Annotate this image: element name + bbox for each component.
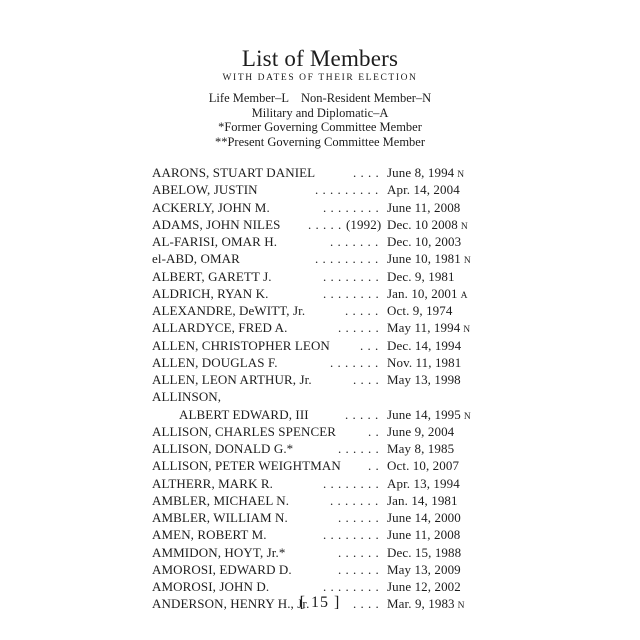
member-entry xyxy=(152,285,482,302)
leader-dots: . . . . xyxy=(353,596,380,612)
election-date-text: Dec. 14, 1994 xyxy=(387,337,462,353)
member-entry xyxy=(152,388,482,405)
election-date-text: May 13, 1998 xyxy=(387,372,461,387)
leader-dots: . . xyxy=(368,458,380,474)
leader-dots: . . . . . . . . xyxy=(323,579,380,594)
member-entry xyxy=(152,164,482,181)
election-date-text: Apr. 13, 1994 xyxy=(387,475,460,491)
leader-dots: . . . . . . . . xyxy=(323,199,380,215)
member-entry xyxy=(152,371,482,388)
leader-dots: . . . . . . . . xyxy=(323,527,380,543)
election-date-text: Nov. 11, 1981 xyxy=(387,354,462,370)
member-name: ALBERT, GARETT J. xyxy=(152,268,272,284)
election-date-text: Dec. 9, 1981 xyxy=(387,268,455,284)
membership-code: N xyxy=(460,221,469,232)
election-date xyxy=(387,302,452,319)
election-date xyxy=(387,268,455,285)
leader-dots: . . . . . . . xyxy=(330,354,379,370)
member-name: el-ABD, OMAR xyxy=(152,251,240,267)
election-date xyxy=(387,440,454,457)
member-name: AARONS, STUART DANIEL xyxy=(152,165,316,180)
membership-legend xyxy=(0,91,640,149)
member-entry xyxy=(152,268,482,285)
election-date-text: Oct. 10, 2007 xyxy=(387,458,460,474)
election-date-text: June 11, 2008 xyxy=(387,199,461,215)
leader-dots: . . . . . xyxy=(345,303,379,318)
member-note: (1992) xyxy=(346,216,382,232)
leader-dots: . . . . . . . . xyxy=(323,475,380,491)
election-date-text: Jan. 10, 2001 xyxy=(387,285,458,301)
member-name: ALLEN, CHRISTOPHER LEON xyxy=(152,337,330,353)
leader-dots: . . . . . . . . . xyxy=(315,251,379,267)
member-list xyxy=(152,164,482,613)
election-date-text: June 11, 2008 xyxy=(387,527,461,543)
election-date-text: June 14, 2000 xyxy=(387,510,461,525)
election-date-text: June 12, 2002 xyxy=(387,579,461,594)
member-name: AMEN, ROBERT M. xyxy=(152,527,267,543)
election-date xyxy=(387,457,459,474)
member-name: ALLISON, PETER WEIGHTMAN xyxy=(152,458,341,474)
member-entry xyxy=(152,181,482,198)
member-entry xyxy=(152,544,482,561)
member-name: AL-FARISI, OMAR H. xyxy=(152,234,278,249)
election-date-text: Dec. 10, 2003 xyxy=(387,234,462,249)
member-entry xyxy=(152,199,482,216)
member-entry xyxy=(152,319,482,336)
election-date-text: Dec. 15, 1988 xyxy=(387,544,462,560)
leader-dots: . . xyxy=(368,423,380,439)
member-name: AMMIDON, HOYT, Jr.* xyxy=(152,544,286,560)
member-name: ALLEN, LEON ARTHUR, Jr. xyxy=(152,372,312,387)
membership-code: N xyxy=(463,411,472,422)
member-entry xyxy=(152,337,482,354)
member-name: ALLISON, CHARLES SPENCER xyxy=(152,423,337,439)
member-entry xyxy=(152,250,482,267)
page-title: List of Members xyxy=(241,46,399,71)
election-date-text: Oct. 9, 1974 xyxy=(387,303,453,318)
election-date xyxy=(387,475,460,492)
member-name: AMBLER, WILLIAM N. xyxy=(152,510,288,525)
member-name: ALLEN, DOUGLAS F. xyxy=(152,354,278,370)
member-entry xyxy=(152,561,482,578)
member-name: ADAMS, JOHN NILES xyxy=(152,216,281,232)
leader-dots: . . . . . . . xyxy=(330,492,379,508)
leader-dots: . . . . . xyxy=(345,406,379,422)
leader-dots: . . . . . . xyxy=(338,561,380,577)
election-date-text: June 14, 1995 xyxy=(387,406,461,422)
election-date xyxy=(387,526,460,543)
membership-code: N xyxy=(463,256,472,267)
election-date xyxy=(387,561,461,578)
election-date xyxy=(387,354,461,371)
member-entry xyxy=(152,302,482,319)
member-entry xyxy=(152,578,482,595)
leader-dots: . . . . xyxy=(353,165,380,180)
election-date xyxy=(387,423,454,440)
election-date xyxy=(387,233,461,250)
member-entry xyxy=(152,526,482,543)
member-entry xyxy=(152,406,482,423)
member-entry xyxy=(152,233,482,250)
membership-code: N xyxy=(457,170,465,180)
member-entry xyxy=(152,440,482,457)
election-date-text: May 8, 1985 xyxy=(387,441,455,456)
election-date-text: June 9, 2004 xyxy=(387,423,455,439)
member-name: ACKERLY, JOHN M. xyxy=(152,199,270,215)
member-name: ABELOW, JUSTIN xyxy=(152,182,258,198)
member-entry xyxy=(152,492,482,509)
member-name: ALBERT EDWARD, III xyxy=(179,406,309,422)
member-name: ALLARDYCE, FRED A. xyxy=(152,320,288,336)
page-subtitle: WITH DATES OF THEIR ELECTION xyxy=(222,73,418,83)
leader-dots: . . . . . . xyxy=(338,320,380,336)
election-date xyxy=(387,181,460,198)
member-name: AMBLER, MICHAEL N. xyxy=(152,492,290,508)
member-entry xyxy=(152,509,482,526)
election-date xyxy=(387,544,461,561)
legend-line: **Present Governing Committee Member xyxy=(214,134,426,149)
legend-line: Military and Diplomatic–A xyxy=(251,105,389,120)
election-date-text: Dec. 10 2008 xyxy=(387,216,458,232)
election-date-text: Jan. 14, 1981 xyxy=(387,492,458,508)
election-date xyxy=(387,578,461,595)
election-date-text: June 8, 1994 xyxy=(387,165,455,180)
election-date xyxy=(387,371,461,388)
leader-dots: . . . xyxy=(360,337,379,353)
election-date xyxy=(387,509,461,526)
election-date-text: June 10, 1981 xyxy=(387,251,461,267)
membership-code: N xyxy=(457,601,465,612)
election-date xyxy=(387,492,458,509)
election-date xyxy=(387,199,460,216)
membership-code: N xyxy=(463,325,471,336)
legend-line: *Former Governing Committee Member xyxy=(218,120,422,134)
member-entry xyxy=(152,216,482,233)
member-name: AMOROSI, JOHN D. xyxy=(152,579,270,594)
member-name: ALTHERR, MARK R. xyxy=(152,475,274,491)
member-name: AMOROSI, EDWARD D. xyxy=(152,561,292,577)
leader-dots: . . . . . xyxy=(308,216,342,232)
leader-dots: . . . . . . xyxy=(338,544,380,560)
membership-code: A xyxy=(460,290,468,301)
election-date-text: Apr. 14, 2004 xyxy=(387,182,460,198)
leader-dots: . . . . xyxy=(353,372,380,387)
leader-dots: . . . . . . . . xyxy=(323,285,380,301)
member-name: ALDRICH, RYAN K. xyxy=(152,285,269,301)
member-name: ALEXANDRE, DeWITT, Jr. xyxy=(152,303,306,318)
leader-dots: . . . . . . . xyxy=(330,234,379,249)
election-date-text: Mar. 9, 1983 xyxy=(387,596,455,612)
member-entry xyxy=(152,457,482,474)
election-date-text: May 13, 2009 xyxy=(387,561,461,577)
election-date xyxy=(387,337,461,354)
leader-dots: . . . . . . xyxy=(338,510,380,525)
leader-dots: . . . . . . xyxy=(338,441,380,456)
leader-dots: . . . . . . . . xyxy=(323,268,380,284)
member-entry xyxy=(152,475,482,492)
member-name: ALLINSON, xyxy=(152,389,222,405)
member-entry xyxy=(152,423,482,440)
member-name: ANDERSON, HENRY H., Jr. xyxy=(152,596,310,612)
leader-dots: . . . . . . . . . xyxy=(315,182,379,198)
member-entry xyxy=(152,354,482,371)
election-date-text: May 11, 1994 xyxy=(387,320,461,336)
page-number: [ 15 ] xyxy=(299,594,341,611)
member-name: ALLISON, DONALD G.* xyxy=(152,441,294,456)
legend-line: Life Member–L Non-Resident Member–N xyxy=(208,91,432,105)
